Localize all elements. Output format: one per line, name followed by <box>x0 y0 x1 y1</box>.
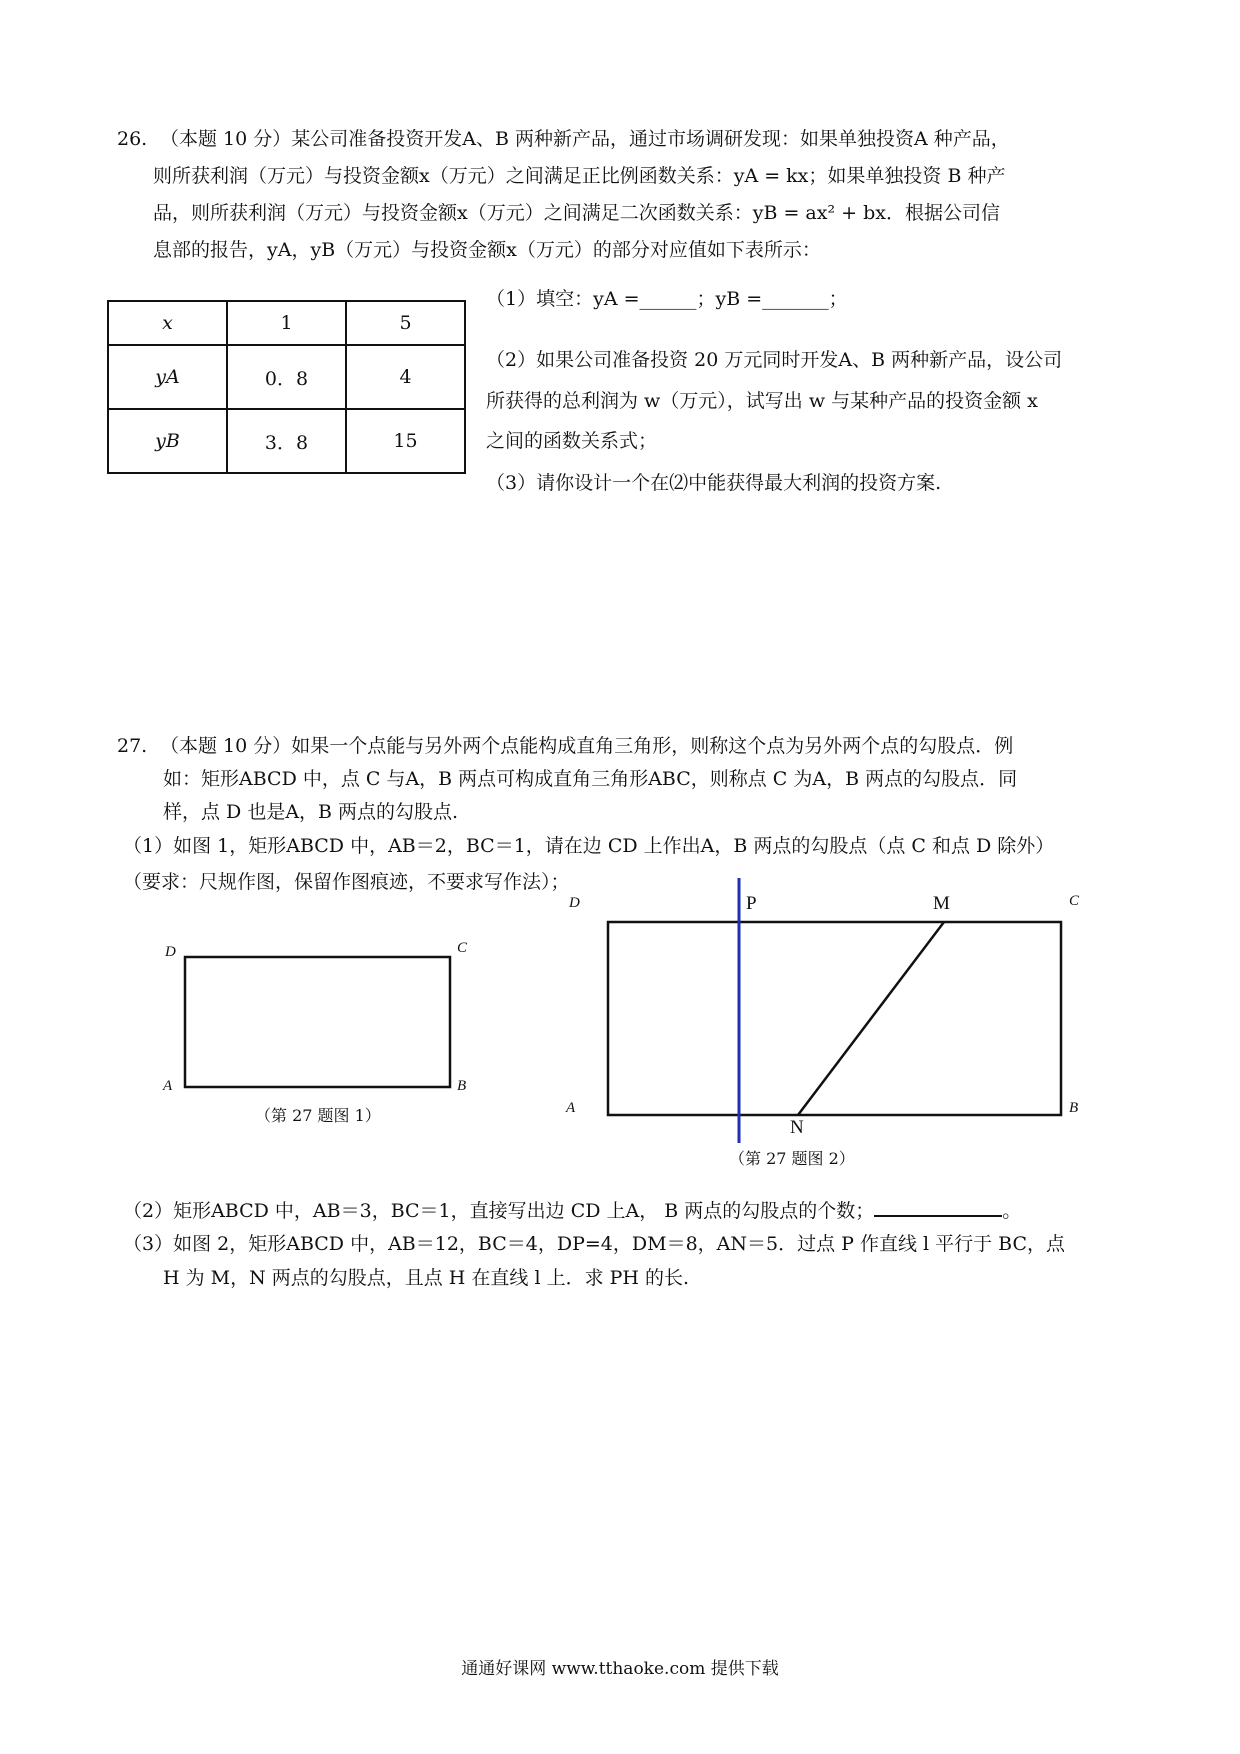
q27-number: 27. <box>117 735 148 757</box>
table-row <box>108 409 465 473</box>
q26-line4: 息部的报告，yA，yB（万元）与投资金额x（万元）的部分对应值如下表所示： <box>153 239 821 261</box>
q27-line2: 如：矩形ABCD 中，点 C 与A，B 两点可构成直角三角形ABC，则称点 C 为A，B 两点的勾股点．同 <box>163 768 1018 790</box>
table-cell: 4 <box>346 345 465 409</box>
table-row <box>108 301 465 345</box>
q26-line2: 则所获利润（万元）与投资金额x（万元）之间满足正比例函数关系：yA = kx；如果单独投资 B 种产 <box>153 165 1006 187</box>
segment-mn <box>798 922 944 1115</box>
q27-line3: 样，点 D 也是A，B 两点的勾股点. <box>163 801 459 823</box>
q27-part2-text: （2）矩形ABCD 中，AB＝3，BC＝1，直接写出边 CD 上A， B 两点的勾股点的个数； <box>123 1200 875 1222</box>
q26-line3: 品，则所获利润（万元）与投资金额x（万元）之间满足二次函数关系：yB = ax² + bx．根据公司信 <box>153 202 1000 224</box>
q27-line1: （本题 10 分）如果一个点能与另外两个点能构成直角三角形，则称这个点为另外两个点的勾股点．例 <box>160 735 1014 757</box>
table-cell: yB <box>108 409 227 473</box>
q26-line1: （本题 10 分）某公司准备投资开发A、B 两种新产品，通过市场调研发现：如果单独投资A 种产品， <box>160 128 1010 150</box>
table-cell: 15 <box>346 409 465 473</box>
fig1-label-c: C <box>457 940 468 956</box>
q26-part3: （3）请你设计一个在⑵中能获得最大利润的投资方案. <box>486 472 942 494</box>
answer-blank[interactable] <box>874 1197 1002 1217</box>
fig2-label-c: C <box>1069 893 1080 909</box>
q27-part1b: （要求：尺规作图，保留作图痕迹，不要求写作法）； <box>123 871 570 893</box>
table-row <box>108 345 465 409</box>
footer-text: 通通好课网 www.tthaoke.com 提供下载 <box>461 1659 779 1679</box>
fig1-label-d: D <box>165 944 176 960</box>
q26-number: 26. <box>117 128 148 150</box>
fig1-caption: （第 27 题图 1） <box>255 1106 381 1125</box>
table-cell: 3．8 <box>227 409 346 473</box>
fig2-label-d: D <box>569 895 580 911</box>
fig2-label-a: A <box>566 1100 576 1116</box>
table-cell: 1 <box>227 301 346 345</box>
fig1-label-b: B <box>457 1078 467 1094</box>
q26-part1: （1）填空：yA =______；yB =_______； <box>486 288 848 310</box>
table-cell: yA <box>108 345 227 409</box>
rectangle-abcd <box>185 957 450 1087</box>
fig2-label-m: M <box>933 893 950 914</box>
q27-part2-end: 。 <box>1002 1200 1022 1222</box>
q27-part2 <box>123 1197 1021 1224</box>
figure-1 <box>150 930 480 1100</box>
q27-part3b: H 为 M，N 两点的勾股点，且点 H 在直线 l 上．求 PH 的长. <box>163 1267 690 1289</box>
fig2-label-n: N <box>790 1117 804 1138</box>
q27-part3a: （3）如图 2，矩形ABCD 中，AB＝12，BC＝4，DP=4，DM＝8，AN＝5．过点 P 作直线 l 平行于 BC，点 <box>123 1233 1066 1255</box>
q26-part2c: 之间的函数关系式； <box>486 430 658 452</box>
fig1-label-a: A <box>163 1078 173 1094</box>
fig2-label-p: P <box>746 893 757 914</box>
table-cell: x <box>108 301 227 345</box>
q26-part2b: 所获得的总利润为 w（万元），试写出 w 与某种产品的投资金额 x <box>486 390 1038 412</box>
rectangle-abcd <box>608 922 1061 1115</box>
value-table <box>107 300 466 474</box>
table-cell: 5 <box>346 301 465 345</box>
fig2-label-b: B <box>1069 1100 1079 1116</box>
figure-2 <box>590 878 1080 1158</box>
q27-part1a: （1）如图 1，矩形ABCD 中，AB＝2，BC＝1，请在边 CD 上作出A，B 两点的勾股点（点 C 和点 D 除外） <box>123 835 1055 857</box>
fig2-caption: （第 27 题图 2） <box>729 1149 855 1168</box>
table-cell: 0．8 <box>227 345 346 409</box>
q26-part2a: （2）如果公司准备投资 20 万元同时开发A、B 两种新产品，设公司 <box>486 349 1063 371</box>
